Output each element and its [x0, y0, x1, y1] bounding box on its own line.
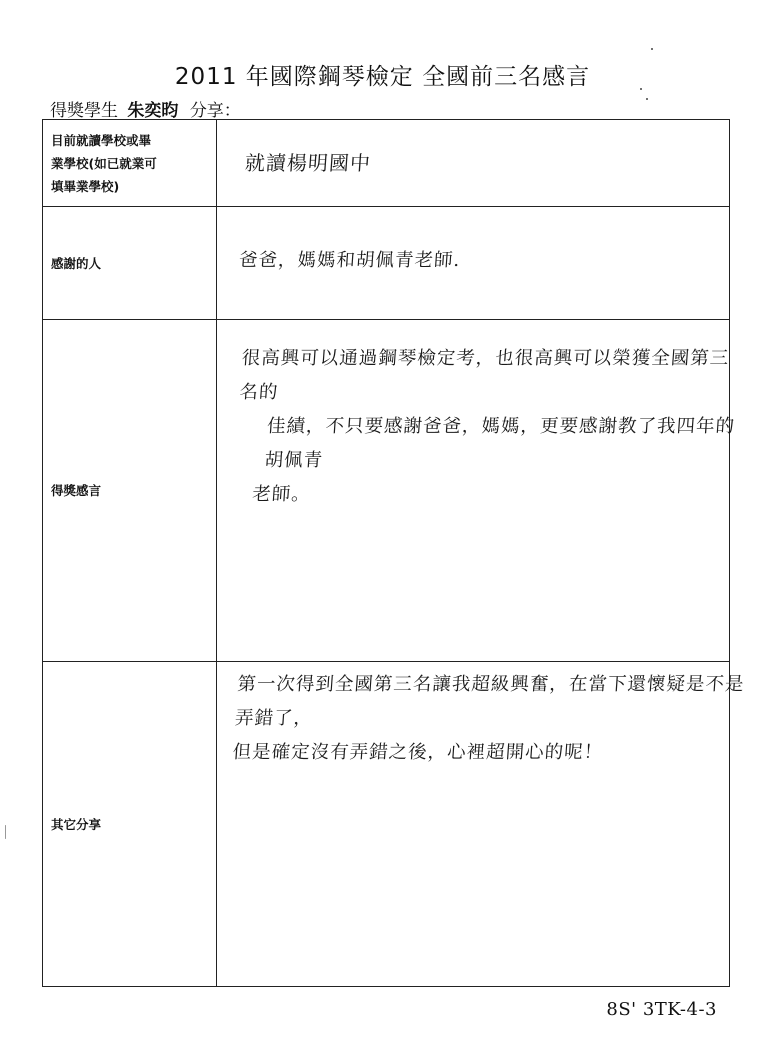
label-school-line-1: 目前就讀學校或畢: [51, 132, 152, 148]
answer-speech: [217, 320, 736, 662]
answer-speech-text: [231, 342, 748, 512]
form-row-other: [43, 662, 730, 987]
award-form-table: [42, 119, 746, 987]
answer-school-text: 就讀楊明國中: [244, 151, 372, 175]
label-school-line-3: 填畢業學校): [51, 178, 120, 194]
winner-name: 朱奕昀: [127, 101, 179, 121]
document-code: 8S' 3TK-4-3: [606, 999, 717, 1020]
label-school: [43, 120, 217, 207]
answer-speech-line-2: 佳績，不只要感謝爸爸，媽媽，更要感謝教了我四年的胡佩青: [263, 416, 736, 471]
label-thanks: [43, 207, 217, 320]
answer-thanks: [217, 207, 730, 320]
scan-speck: [5, 825, 6, 839]
label-other-line-1: 其它分享: [51, 816, 102, 832]
label-thanks-line-1: 感謝的人: [51, 255, 102, 271]
answer-school: [217, 120, 730, 207]
page-title: 2011 年國際鋼琴檢定 全國前三名感言: [174, 64, 591, 90]
share-label: 分享：: [189, 101, 241, 121]
answer-thanks-text: 爸爸，媽媽和胡佩青老師.: [238, 250, 462, 271]
form-row-thanks: [43, 207, 730, 320]
label-speech: [43, 320, 217, 662]
winner-line: [50, 96, 241, 121]
form-row-speech: [43, 320, 730, 662]
answer-other-text: [231, 668, 753, 770]
answer-speech-line-3: 老師。: [251, 484, 312, 505]
scan-speck: [651, 48, 653, 50]
form-row-school: [43, 120, 730, 207]
scan-speck: [646, 98, 648, 100]
answer-speech-line-1: 很高興可以通過鋼琴檢定考，也很高興可以榮獲全國第三名的: [238, 348, 731, 403]
label-other: [43, 662, 217, 987]
answer-other-line-1: 第一次得到全國第三名讓我超級興奮，在當下還懷疑是不是弄錯了，: [234, 674, 746, 729]
answer-other-line-2: 但是確定沒有弄錯之後，心裡超開心的呢！: [231, 742, 604, 763]
scan-speck: [640, 88, 642, 90]
label-speech-line-1: 得獎感言: [51, 483, 102, 498]
winner-prefix: 得獎學生: [50, 101, 118, 121]
label-school-line-2: 業學校(如已就業可: [51, 155, 157, 171]
answer-other: [217, 662, 746, 987]
